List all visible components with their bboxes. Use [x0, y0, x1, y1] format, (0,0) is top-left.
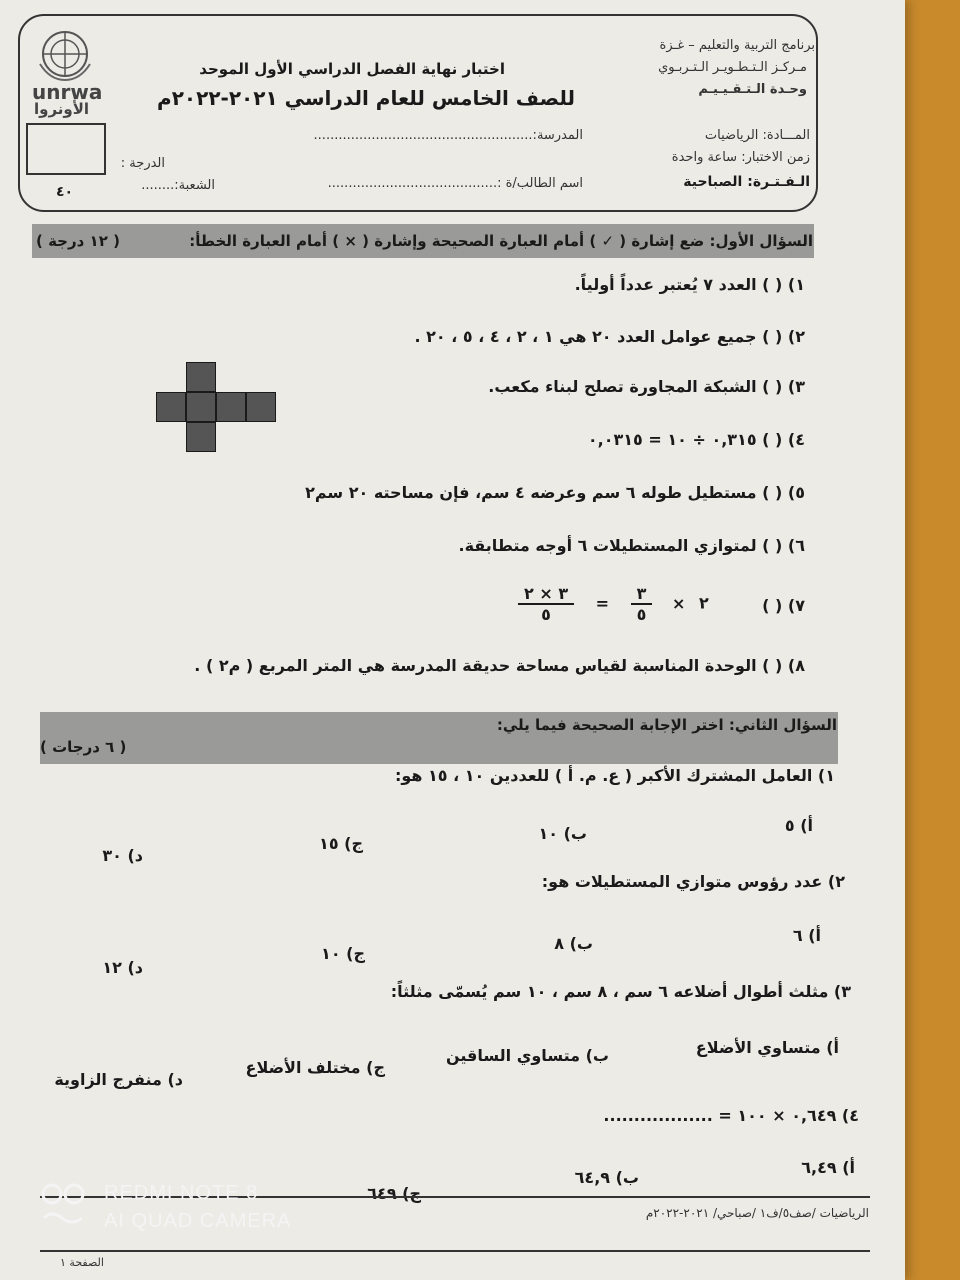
net-cell [186, 362, 216, 392]
q2-question-1: ١) العامل المشترك الأكبر ( ع. م. أ ) للعددين ١٠ ، ١٥ هو: [394, 766, 835, 785]
q7-equals-sign: = [595, 593, 610, 613]
footer-code: الرياضيات /صف٥/ف١ /صباحي/ ٢٠٢١-٢٠٢٢م [645, 1206, 869, 1220]
q2-q2-option-b[interactable]: ب) ٨ [554, 934, 593, 953]
school-field[interactable]: المدرسة:..................................................... [313, 128, 583, 143]
unit-name: وحـدة الـتـقـيـيـم [698, 82, 807, 97]
grade-box[interactable] [26, 123, 106, 175]
q2-q4-option-b[interactable]: ب) ٦٤,٩ [574, 1168, 639, 1187]
q1-title: السؤال الأول: ضع إشارة ( ✓ ) أمام العبارة الصحيحة وإشارة ( × ) أمام العبارة الخطأ: [189, 232, 813, 250]
q1-item-1: ١) ( ) العدد ٧ يُعتبر عدداً أولياً. [574, 275, 805, 294]
q2-question-4: ٤) ٠,٦٤٩ × ١٠٠ = .................. [603, 1106, 859, 1125]
q7-lhs-whole: ٢ [698, 593, 709, 613]
net-cell [216, 392, 246, 422]
q7-rhs-denominator: ٥ [541, 605, 551, 624]
q7-lhs-fraction [631, 584, 653, 624]
q1-marks: ( ١٢ درجة ) [36, 232, 120, 250]
q7-rhs-numerator: ٣ × ٢ [518, 584, 574, 605]
camera-lens-icon [40, 1182, 88, 1230]
total-marks: ٤٠ [56, 184, 74, 200]
center-name: مـركـز الـتـطـويـر الـتـربـوي [658, 60, 807, 75]
page-number: الصفحة ١ [60, 1256, 104, 1269]
q1-item-7: ٧) ( ) [762, 596, 805, 615]
net-cell [246, 392, 276, 422]
q2-q1-option-d[interactable]: د) ٣٠ [102, 846, 143, 865]
q2-q1-option-b[interactable]: ب) ١٠ [538, 824, 587, 843]
q7-lhs-denominator: ٥ [636, 605, 647, 624]
grade-label: الدرجة : [120, 156, 165, 171]
net-cell [156, 392, 186, 422]
ministry-name: برنامج التربية والتعليم – غـزة [659, 38, 815, 53]
time-field: زمن الاختبار: ساعة واحدة [671, 150, 810, 165]
q2-q4-option-c[interactable]: ج) ٦٤٩ [367, 1184, 421, 1203]
q2-q3-option-d[interactable]: د) منفرج الزاوية [54, 1070, 183, 1089]
footer-divider-bottom [40, 1250, 870, 1252]
q2-question-3: ٣) مثلث أطوال أضلاعه ٦ سم ، ٨ سم ، ١٠ سم يُسمّى مثلثاً: [390, 982, 851, 1001]
q2-q3-option-b[interactable]: ب) متساوي الساقين [445, 1046, 609, 1065]
q2-q1-option-a[interactable]: أ) ٥ [784, 816, 813, 835]
q7-times-sign: × [671, 593, 686, 613]
net-cell [186, 422, 216, 452]
q2-title: السؤال الثاني: اختر الإجابة الصحيحة فيما يلي: [496, 716, 837, 734]
q2-q3-option-a[interactable]: أ) متساوي الأضلاع [695, 1038, 839, 1057]
q2-question-2: ٢) عدد رؤوس متوازي المستطيلات هو: [541, 872, 845, 891]
q1-item-4: ٤) ( ) ٠,٣١٥ ÷ ١٠ = ٠,٠٣١٥ [587, 430, 805, 449]
q1-item-7-expression [512, 584, 709, 624]
net-cell [186, 392, 216, 422]
period-field: الـفـتـرة: الصباحية [683, 174, 810, 190]
q1-item-5: ٥) ( ) مستطيل طوله ٦ سم وعرضه ٤ سم، فإن مساحته ٢٠ سم٢ [305, 483, 805, 502]
q1-item-8: ٨) ( ) الوحدة المناسبة لقياس مساحة حديقة المدرسة هي المتر المربع ( م٢ ) . [194, 656, 805, 675]
class-year: للصف الخامس للعام الدراسي ٢٠٢١-٢٠٢٢م [157, 86, 575, 110]
logo-text-en: unrwa [32, 80, 103, 104]
q2-q2-option-d[interactable]: د) ١٢ [102, 958, 143, 977]
q2-q3-option-c[interactable]: ج) مختلف الأضلاع [245, 1058, 385, 1077]
camera-watermark-line2: AI QUAD CAMERA [104, 1210, 292, 1232]
camera-watermark-line1: REDMI NOTE 8 [104, 1182, 259, 1204]
q2-q1-option-c[interactable]: ج) ١٥ [319, 834, 363, 853]
logo-text-ar: الأونروا [34, 100, 90, 118]
q7-rhs-fraction [518, 584, 574, 624]
q2-q4-option-a[interactable]: أ) ٦,٤٩ [801, 1158, 855, 1177]
q2-q2-option-c[interactable]: ج) ١٠ [321, 944, 365, 963]
q7-lhs-numerator: ٣ [631, 584, 653, 605]
q1-item-6: ٦) ( ) لمتوازي المستطيلات ٦ أوجه متطابقة. [458, 536, 805, 555]
q2-marks: ( ٦ درجات ) [40, 738, 127, 756]
q2-q2-option-a[interactable]: أ) ٦ [792, 926, 821, 945]
q1-item-2: ٢) ( ) جميع عوامل العدد ٢٠ هي ١ ، ٢ ، ٤ ، ٥ ، ٢٠ . [414, 327, 805, 346]
exam-title: اختبار نهاية الفصل الدراسي الأول الموحد [199, 60, 505, 78]
subject-field: المـــادة: الرياضيات [704, 128, 810, 143]
student-name-field[interactable]: اسم الطالب/ة :......................................... [327, 176, 583, 191]
section-field[interactable]: الشعبة:........ [141, 178, 215, 193]
q1-item-3: ٣) ( ) الشبكة المجاورة تصلح لبناء مكعب. [488, 377, 805, 396]
